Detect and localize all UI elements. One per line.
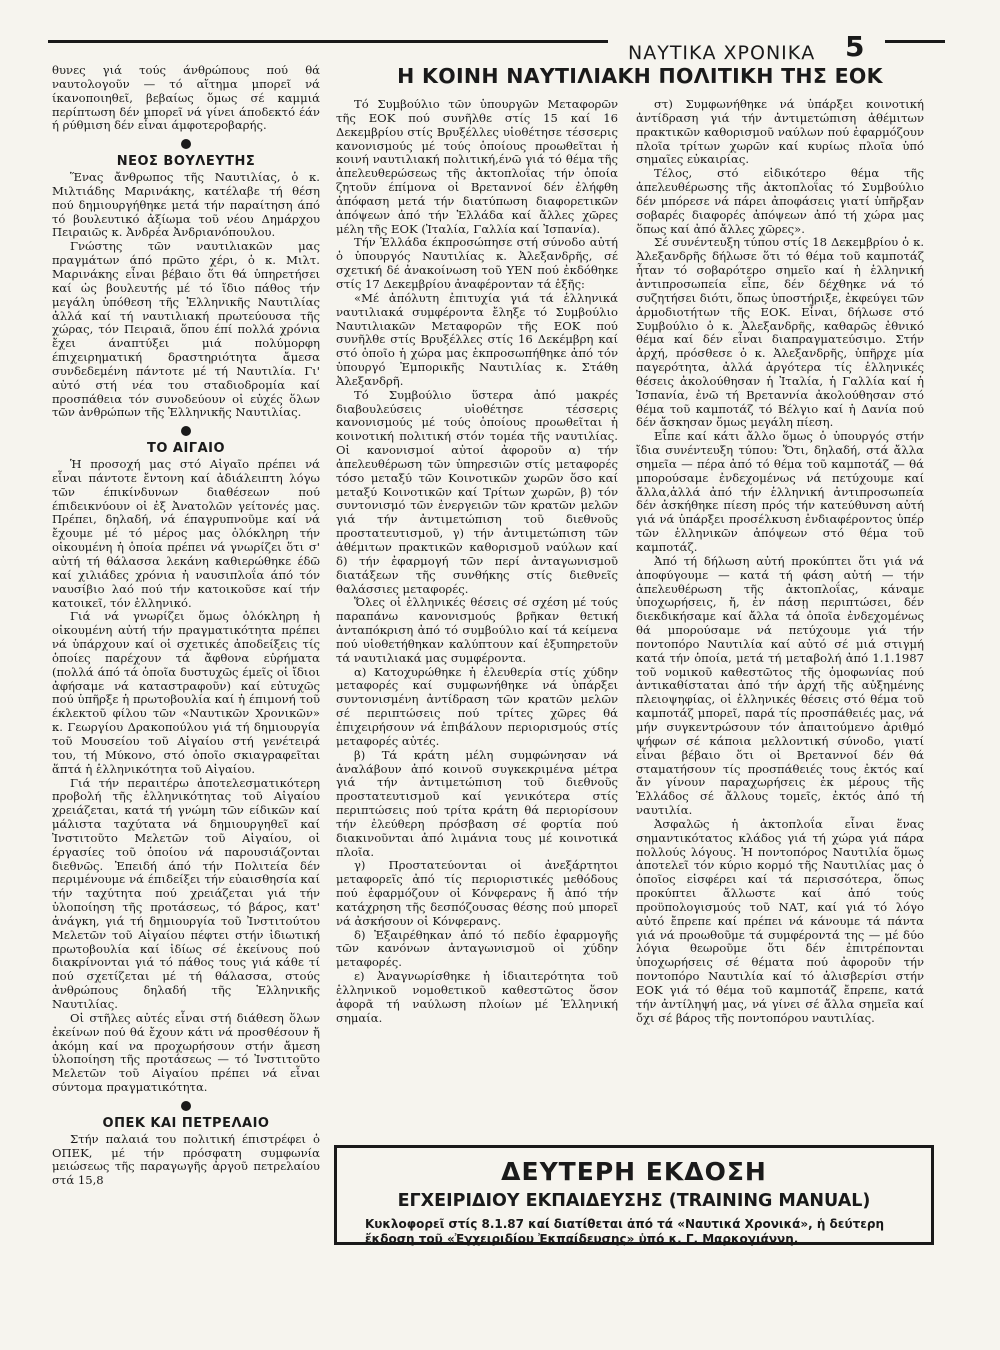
paragraph: θυνες γιά τούς άνθρώπους πού θά ναυτολογοῦν — τό αἴτημα μπορεῖ νά ίκανοποιηθεῖ, βεβαίως ὅμως σέ καμμιά περίπτωση δέν μπορεῖ νά γίνει άποδεκτό έάν ή ρύθμιση δέν εἶναι άμφοτεροβαρής.	[52, 63, 320, 133]
announcement-text: Κυκλοφορεῖ στίς 8.1.87 καί διατίθεται ἀπό τά «Ναυτικά Χρονικά», ἡ δεύτερη ἔκδοση τοῦ «Ἐγχειριδίου Ἐκπαίδευσης» ὑπό κ. Γ. Μαρκογιάννη.	[365, 1217, 885, 1246]
paragraph: Τό Συμβούλιο τῶν ὑπουργῶν Μεταφορῶν τῆς ΕΟΚ πού συνῆλθε στίς 15 καί 16 Δεκεμβρίου στίς Βρυξέλλες υἱοθέτησε τέσσερις κανονισμούς μέ τούς ὁποίους προωθεῖται ἡ κοινή ναυτιλιακή πολιτική,ένῶ γιά τό θέμα τῆς ἀπελευθερώσεως τῆς ἀκτοπλοΐας τήν ὁποία ζητοῦν έπίμονα οἱ Βρεταννοί δέν ἐλήφθη ἀπόφαση μετά τήν διατύπωση διαφορετικῶν ἀπόψεων ἀπό τήν Ἑλλάδα καί ἄλλες χῶρες μέλη τῆς ΕΟΚ (Ἰταλία, Γαλλία καί Ἰσπανία).	[336, 97, 618, 236]
paragraph: Τό Συμβούλιο ὕστερα ἀπό μακρές διαβουλεύσεις υἱοθέτησε τέσσερις κανονισμούς μέ τούς ὁποίους προωθεῖται ἡ κοινοτική πολιτική στόν τομέα τῆς ναυτιλίας. Οἱ κανονισμοί αὐτοί ἀφοροῦν α) τήν ἀπελευθέρωση τῶν ὑπηρεσιῶν στίς μεταφορές τόσο μεταξύ τῶν Κοινοτικῶν χωρῶν ὅσο καί μεταξύ Κοινοτικῶν καί Τρίτων χωρῶν, β) τόν συντονισμό τῶν ἐνεργειῶν τῶν κρατῶν μελῶν γιά τήν ἀντιμετώπιση τοῦ διεθνοῦς προστατευτισμοῦ, γ) τήν ἀντιμετώπιση τῶν ἀθέμιτων πρακτικῶν καθορισμοῦ ναύλων καί δ) τήν ἐφαρμογή τῶν περί ἀνταγωνισμοῦ διατάξεων τῆς συνθήκης στίς διεθνεῖς θαλάσσιες μεταφορές.	[336, 387, 618, 596]
paragraph: Γνώστης τῶν ναυτιλιακῶν μας πραγμάτων άπό πρῶτο χέρι, ὁ κ. Μιλτ. Μαρινάκης εἶναι βέβαιο ὅτι θά ὑπηρετήσει καί ὡς βουλευτής μέ τό ἴδιο πάθος τήν μεγάλη ὑπόθεση τῆς Ἑλληνικῆς Ναυτιλίας ἀλλά καί τή ναυτιλιακή πρωτεύουσα τῆς χώρας, τόν Πειραιᾶ, ὅπου έπί πολλά χρόνια ἔχει άναπτύξει μιά πολύμορφη έπιχειρηματική δραστηριότητα ἄμεσα συνδεδεμένη πάντοτε μέ τή Ναυτιλία. Γι' αὐτό στή νέα του σταδιοδρομία καί προσπάθεια τόν συνοδεύουν οἱ εὐχές ὅλων τῶν ἀνθρώπων τῆς Ἑλληνικῆς Ναυτιλίας.	[52, 239, 320, 420]
paragraph: στ) Συμφωνήθηκε νά ὑπάρξει κοινοτική ἀντίδραση γιά τήν ἀντιμετώπιση ἀθέμιτων πρακτικῶν καθορισμοῦ ναύλων πού ἐφαρμόζουν πλοῖα τρίτων χωρῶν καί κυρίως πλοῖα ὑπό σημαῖες εὐκαιρίας.	[636, 97, 924, 167]
column-right	[636, 98, 924, 1026]
top-rule-right	[885, 40, 945, 43]
bullet-separator	[181, 1101, 191, 1111]
paragraph: Ἀσφαλῶς ἡ ἀκτοπλοΐα εἶναι ἕνας σημαντικότατος κλάδος γιά τή χώρα γιά πάρα πολλούς λόγους. Ἡ ποντοπόρος Ναυτιλία ὅμως ἀποτελεῖ τόν κύριο κορμό τῆς Ναυτιλίας μας ὁ ὁποῖος εἰσφέρει καί τά περισσότερα, ὅπως προκύπτει ἄλλωστε καί ἀπό τούς προϋπολογισμούς τοῦ ΝΑΤ, καί γιά τό λόγο αὐτό ἔπρεπε καί πρέπει νά κάνουμε τά πάντα γιά νά προωθοῦμε τά συμφέροντά της — μέ δύο λόγια θεωροῦμε ὅτι δέν ἐπιτρέπονται ὑποχωρήσεις σέ θέματα πού ἀφοροῦν τήν ποντοπόρο Ναυτιλία καί τό ἀλισβερίσι στήν ΕΟΚ γιά τό θέμα τοῦ καμποτάζ ἔπρεπε, κατά τήν ἀντίληψή μας, νά γίνει σέ ἄλλα σημεῖα καί ὄχι σέ βάρος τῆς ποντοπόρου ναυτιλίας.	[636, 816, 924, 1025]
section-heading-opec: ΟΠΕΚ ΚΑΙ ΠΕΤΡΕΛΑΙΟ	[102, 1115, 270, 1131]
column-middle	[336, 98, 618, 1026]
article-headline: Η ΚΟΙΝΗ ΝΑΥΤΙΛΙΑΚΗ ΠΟΛΙΤΙΚΗ ΤΗΣ ΕΟΚ	[397, 64, 883, 88]
paragraph: Εἶπε καί κάτι ἄλλο ὅμως ὁ ὑπουργός στήν ἴδια συνέντευξη τύπου: Ὅτι, δηλαδή, στά ἄλλα σημεῖα — πέρα ἀπό τό θέμα τοῦ καμποτάζ — θά μπορούσαμε ἐνδεχομένως νά πετύχουμε καί ἄλλα,ἀλλά ἀπό τήν ἑλληνική ἀντιπροσωπεία δέν ἀσκήθηκε πίεση πρός τήν κατεύθυνση αὐτή γιά νά ὑπάρξει προσέλκυση ἐνδιαφέροντος ὑπέρ τῶν ἑλληνικῶν ἀπόψεων στό θέμα τοῦ καμποτάζ.	[636, 429, 924, 554]
paragraph: β) Τά κράτη μέλη συμφώνησαν νά ἀναλάβουν ἀπό κοινοῦ συγκεκριμένα μέτρα γιά τήν ἀντιμετώπιση τοῦ διεθνοῦς προστατευτισμοῦ καί γενικότερα στίς περιπτώσεις πού τρίτα κράτη θά περιορίσουν τήν ἐλεύθερη πρόσβαση σέ φορτία πού διακινοῦνται ἀπό λιμάνια τους μέ κοινοτικά πλοῖα.	[336, 747, 618, 859]
paragraph: ε) Ἀναγνωρίσθηκε ἡ ἰδιαιτερότητα τοῦ ἑλληνικοῦ νομοθετικοῦ καθεστῶτος ὅσον ἀφορᾶ τή ναύλωση πλοίων μέ Ἑλληνική σημαία.	[336, 969, 618, 1025]
page-number: 5	[845, 30, 865, 63]
section-heading-new-mp: ΝΕΟΣ ΒΟΥΛΕΥΤΗΣ	[116, 154, 256, 170]
announcement-box	[334, 1145, 934, 1245]
paragraph: Γιά νά γνωρίζει ὅμως ὁλόκληρη ἡ οἰκουμένη αὐτή τήν πραγματικότητα πρέπει νά ὑπάρχουν καί οἱ σχετικές ἀποδείξεις τίς ὁποίες παρέχουν τά ἄφθονα εὑρήματα (πολλά άπό τά ὁποῖα δυστυχῶς έμεῖς οἱ ἴδιοι ἀφήσαμε νά καταστραφοῦν) καί εὐτυχῶς πού ὑπῆρξε ἡ πρωτοβουλία καί ἡ έπιμονή τοῦ έκλεκτοῦ φίλου τῶν «Ναυτικῶν Χρονικῶν» κ. Γεωργίου Δρακοπούλου γιά τή δημιουργία τοῦ Μουσείου τοῦ Αἰγαίου στή γενέτειρά του, τή Μύκονο, στό ὁποῖο σκιαγραφεῖται ἅπτά ἡ ἑλληνικότητα τοῦ Αἰγαίου.	[52, 609, 320, 776]
paragraph: Οἱ στῆλες αὐτές εἶναι στή διάθεση ὅλων ἐκείνων πού θά ἔχουν κάτι νά προσθέσουν ἤ ἀκόμη καί να προχωρήσουν στήν ἄμεση ὑλοποίηση τῆς προτάσεως — τό Ἰνστιτοῦτο Μελετῶν τοῦ Αἰγαίου πρέπει νά εἶναι σύντομα πραγματικότητα.	[52, 1010, 320, 1095]
section-heading-aegean: ΤΟ ΑΙΓΑΙΟ	[146, 441, 226, 457]
top-rule	[48, 40, 608, 43]
paragraph: Ἡ προσοχή μας στό Αἰγαῖο πρέπει νά εἶναι πάντοτε ἔντονη καί ἀδιάλειπτη λόγω τῶν έπικίνδυνων διαθέσεων πού έπιδεικνύουν οἱ ἐξ Ἀνατολῶν γείτονές μας. Πρέπει, δηλαδή, νά έπαγρυπνοῦμε καί νά ἔχουμε μέ τό μέρος μας ὁλόκληρη τήν οἰκουμένη ἡ ὁποία πρέπει νά γνωρίζει ὅτι σ' αὐτή τή θάλασσα λεκάνη καθιερώθηκε έδῶ καί χιλιάδες χρόνια ἡ ναυσιπλοΐα άπό τόν ναυσίβιο λαό πού τήν κατοικοῦσε καί τήν κατοικεῖ, τόν ἑλληνικό.	[52, 457, 320, 610]
paragraph: Γιά τήν περαιτέρω ἀποτελεσματικότερη προβολή τῆς ἑλληνικότητας τοῦ Αἰγαίου χρειάζεται, κατά τή γνώμη τῶν είδικῶν καί μάλιστα ταχύτατα νά δημιουργηθεῖ καί Ἰνστιτοῦτο Μελετῶν τοῦ Αἰγαίου, οἱ έργασίες τοῦ ὁποίου νά παρουσιάζονται διεθνῶς. Ἐπειδή άπό τήν Πολιτεία δέν περιμένουμε νά έπιδείξει τήν εὐαισθησία καί τήν ταχύτητα πού χρειάζεται γιά τήν ὑλοποίηση τῆς προτάσεως, τό βάρος, κατ' ἀνάγκη, γιά τή δημιουργία τοῦ Ἰνστιτούτου Μελετῶν τοῦ Αἰγαίου πέφτει στήν ἰδιωτική πρωτοβουλία καί ἰδίως σέ ἐκείνους πού διακρίνονται γιά τό πάθος τους γιά κάθε τί πού σχετίζεται μέ τή θάλασσα, στούς ἀνθρώπους δηλαδή τῆς Ἑλληνικῆς Ναυτιλίας.	[52, 775, 320, 1011]
paragraph: Ἀπό τή δήλωση αὐτή προκύπτει ὅτι γιά νά ἀποφύγουμε — κατά τή φάση αὐτή — τήν ἀπελευθέρωση τῆς ἀκτοπλοΐας, κάναμε ὑποχωρήσεις, ἤ, ἐν πάσῃ περιπτώσει, δέν διεκδικήσαμε καί ἄλλα τά ὁποῖα ἐνδεχομένως θά μπορούσαμε νά πετύχουμε γιά τήν ποντοπόρο Ναυτιλία καί αὐτό σέ μιά στιγμή κατά τήν ὁποία, μετά τή μεταβολή ἀπό 1.1.1987 τοῦ νομικοῦ καθεστῶτος τῆς ὁμοφωνίας πού ἀντικαθίσταται ἀπό τήν ἀρχή τῆς αὐξημένης πλειοψηφίας, οἱ ἑλληνικές θέσεις στό θέμα τοῦ καμποτάζ μπορεῖ, παρά τίς προσπάθειές μας, νά μήν συγκεντρώσουν τόν ἀπαιτούμενο ἀριθμό ψήφων σέ κάποια μελλοντική σύνοδο, γιατί εἶναι βέβαιο ὅτι οἱ Βρεταννοί δέν θά σταματήσουν τίς προσπάθειές τους ἐκτός καί ἄν γίνουν παραχωρήσεις ἐκ μέρους τῆς Ἑλλάδος σέ ἄλλους τομεῖς, ἐκτός ἀπό τή ναυτιλία.	[636, 553, 924, 818]
paragraph: Ἕνας ἄνθρωπος τῆς Ναυτιλίας, ὁ κ. Μιλτιάδης Μαρινάκης, κατέλαβε τή θέση πού δημιουργήθηκε μετά τήν παραίτηση άπό τό βουλευτικό ἀξίωμα τοῦ νέου Δημάρχου Πειραιῶς κ. Ἀνδρέα Ἀνδριανόπουλου.	[52, 170, 320, 240]
paragraph: δ) Ἐξαιρέθηκαν ἀπό τό πεδίο ἐφαρμογῆς τῶν κανόνων ἀνταγωνισμοῦ οἱ χύδην μεταφορές.	[336, 927, 618, 970]
bullet-separator	[181, 426, 191, 436]
announcement-title: ΔΕΥΤΕΡΗ ΕΚΔΟΣΗ	[501, 1157, 767, 1186]
bullet-separator	[181, 139, 191, 149]
paragraph: Τήν Ἑλλάδα έκπροσώπησε στή σύνοδο αὐτή ὁ ὑπουργός Ναυτιλίας κ. Ἀλεξανδρῆς, σέ σχετική δέ ἀνακοίνωση τοῦ ΥΕΝ πού ἐκδόθηκε στίς 17 Δεκεμβρίου ἀναφέρονταν τά ἑξῆς:	[336, 235, 618, 291]
column-left	[52, 64, 320, 1188]
paragraph: Τέλος, στό εἰδικότερο θέμα τῆς ἀπελευθέρωσης τῆς ἀκτοπλοΐας τό Συμβούλιο δέν μπόρεσε νά πάρει ἀποφάσεις γιατί ὑπῆρξαν σοβαρές διαφορές ἀπόψεων ἀπό τή χώρα μας ὅπως καί ἀπό ἄλλες χῶρες».	[636, 166, 924, 236]
paragraph: α) Κατοχυρώθηκε ἡ ἐλευθερία στίς χύδην μεταφορές καί συμφωνήθηκε νά ὑπάρξει συντονισμένη ἀντίδραση τῶν κρατῶν μελῶν σέ περιπτώσεις πού τρίτες χῶρες θά ἐπιχειρήσουν νά ἐπιβάλουν περιορισμούς στίς μεταφορές αὐτές.	[336, 664, 618, 748]
paragraph: «Μέ ἀπόλυτη ἐπιτυχία γιά τά ἑλληνικά ναυτιλιακά συμφέροντα ἔληξε τό Συμβούλιο Ναυτιλιακῶν Μεταφορῶν τῆς ΕΟΚ πού συνῆλθε στίς Βρυξέλλες στίς 16 Δεκέμβρη καί στό ὁποῖο ἡ χώρα μας ἐκπροσωπήθηκε ἀπό τόν ὑπουργό Ἐμπορικῆς Ναυτιλίας κ. Στάθη Ἀλεξανδρῆ.	[336, 290, 618, 388]
paragraph: Σέ συνέντευξη τύπου στίς 18 Δεκεμβρίου ὁ κ. Ἀλεξανδρῆς δήλωσε ὅτι τό θέμα τοῦ καμποτάζ ἦταν τό σοβαρότερο σημεῖο καί ἡ ἑλληνική ἀντιπροσωπεία εἶπε, δέν δέχθηκε νά τό συζητήσει διότι, ὅπως ὑποστήριξε, ἐκφεύγει τῶν ἁρμοδιοτήτων τῆς ΕΟΚ. Εἶναι, δήλωσε στό Συμβούλιο ὁ κ. Ἀλεξανδρῆς, καθαρῶς ἐθνικό θέμα καί δέν εἶναι διαπραγματεύσιμο. Στήν ἀρχή, πρόσθεσε ὁ κ. Ἀλεξανδρῆς, ὑπῆρχε μία παγερότητα, ἀλλά ἀργότερα τίς ἑλληνικές θέσεις ἀκολούθησαν ἡ Ἰταλία, ἡ Γαλλία καί ἡ Ἰσπανία, ἐνῶ τή Βρεταννία ἀκολούθησαν στό θέμα τοῦ καμποτάζ τό Βέλγιο καί ἡ Δανία πού δέν ἄσκησαν ὅμως μεγάλη πίεση.	[636, 235, 924, 430]
paragraph: Στήν παλαιά του πολιτική έπιστρέφει ὁ ΟΠΕΚ, μέ τήν πρόσφατη συμφωνία μειώσεως τῆς παραγωγῆς ἀργοῦ πετρελαίου στά 15,8	[52, 1131, 320, 1188]
paragraph: Ὅλες οἱ ἑλληνικές θέσεις σέ σχέση μέ τούς παραπάνω κανονισμούς βρῆκαν θετική ἀνταπόκριση ἀπό τό συμβούλιο καί τά κείμενα πού υἱοθετήθηκαν καλύπτουν καί ἐξυπηρετοῦν τά ναυτιλιακά μας συμφέροντα.	[336, 595, 618, 665]
publication-name: ΝΑΥΤΙΚΑ ΧΡΟΝΙΚΑ	[628, 42, 816, 64]
announcement-subtitle: ΕΓΧΕΙΡΙΔΙΟΥ ΕΚΠΑΙΔΕΥΣΗΣ (TRAINING MANUAL)	[397, 1191, 871, 1211]
paragraph: γ) Προστατεύονται οἱ ἀνεξάρτητοι μεταφορεῖς ἀπό τίς περιοριστικές μεθόδους πού ἐφαρμόζουν οἱ Κόνφερανς ἤ ἀπό τήν κατάχρηση τῆς δεσπόζουσας θέσης πού μπορεῖ νά ἀσκήσουν οἱ Κόνφερανς.	[336, 858, 618, 928]
